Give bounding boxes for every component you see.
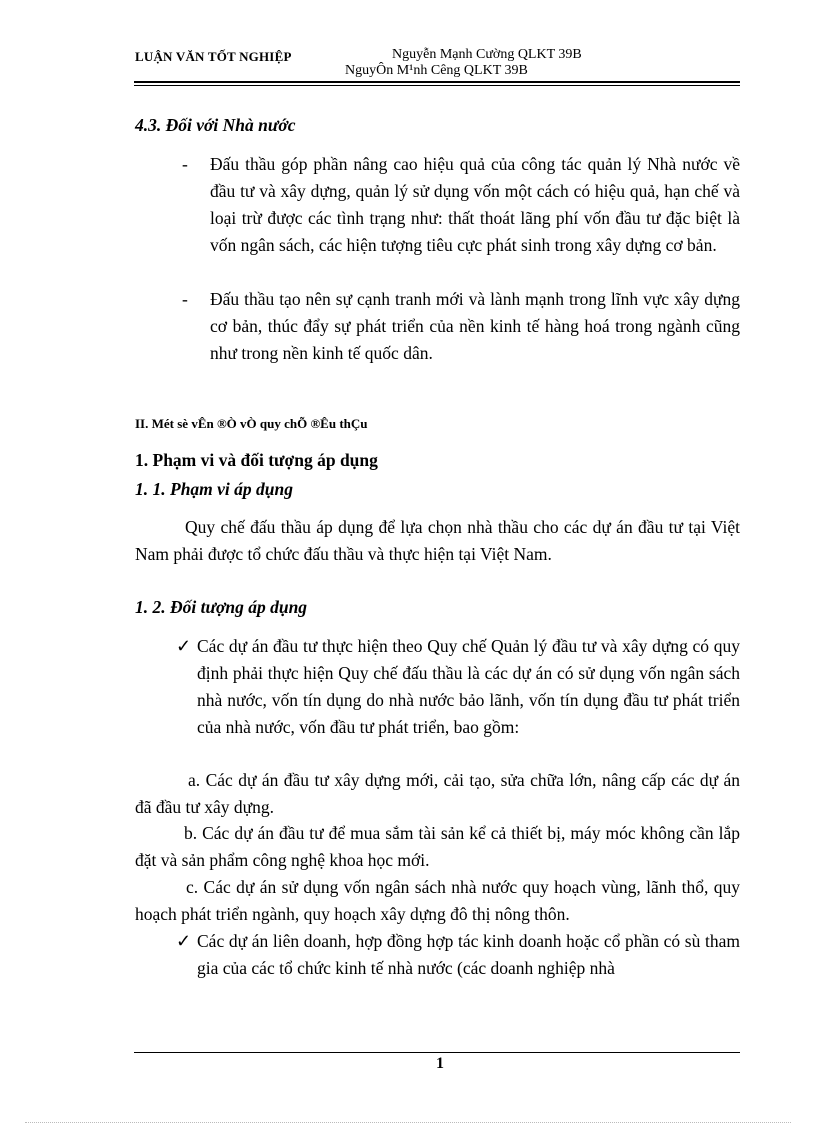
list-item: [182, 151, 740, 259]
header-rule-thin: [134, 85, 740, 86]
section-1-heading: 1. Phạm vi và đối tượng áp dụng: [135, 450, 378, 470]
header-author-garbled: NguyÔn M¹nh Cêng QLKT 39B: [345, 63, 528, 78]
item-b-paragraph: b. Các dự án đầu tư để mua sắm tài sản kể cả thiết bị, máy móc không cần lắp đặt và sản phẩm công nghệ khoa học mới.: [135, 823, 740, 870]
list-item-text: Đấu thầu góp phần nâng cao hiệu quả của công tác quản lý Nhà nước về đầu tư và xây dựng, quản lý sử dụng vốn một cách có hiệu quả, hạn chế và loại trừ được các tình trạng như: thất thoát lãng phí vốn đầu tư đặc biệt là vốn ngân sách, các hiện tượng tiêu cực phát sinh trong xây dựng cơ bản.: [210, 154, 740, 255]
list-item: [176, 633, 740, 741]
scope-paragraph: Quy chế đấu thầu áp dụng để lựa chọn nhà thầu cho các dự án đầu tư tại Việt Nam phải được tổ chức đấu thầu và thực hiện tại Việt Nam.: [135, 517, 740, 564]
footer-rule: [134, 1052, 740, 1053]
section-1-2-heading: 1. 2. Đối tượng áp dụng: [135, 597, 308, 617]
checkmark-icon: ✓: [176, 636, 192, 656]
dash-bullet: -: [182, 289, 188, 309]
list-item-text: Đấu thầu tạo nên sự cạnh tranh mới và lành mạnh trong lĩnh vực xây dựng cơ bản, thúc đẩy sự phát triển của nền kinh tế hàng hoá trong ngành cũng như trong nền kinh tế quốc dân.: [210, 289, 740, 363]
list-item: [182, 286, 740, 367]
section-1-1-heading: 1. 1. Phạm vi áp dụng: [135, 479, 294, 499]
header-thesis-title: LUẬN VĂN TỐT NGHIỆP: [135, 49, 292, 64]
checkmark-icon: ✓: [176, 931, 192, 951]
item-c-paragraph: c. Các dự án sử dụng vốn ngân sách nhà nước quy hoạch vùng, lãnh thổ, quy hoạch phát triển ngành, quy hoạch xây dựng đô thị nông thôn.: [135, 877, 740, 924]
list-item-text: Các dự án liên doanh, hợp đồng hợp tác kinh doanh hoặc cổ phần có sù tham gia của các tổ chức kinh tế nhà nước (các doanh nghiệp nhà: [197, 931, 740, 978]
item-a-paragraph: a. Các dự án đầu tư xây dựng mới, cải tạo, sửa chữa lớn, nâng cấp các dự án đã đầu tư xây dựng.: [135, 770, 740, 817]
dash-bullet: -: [182, 154, 188, 174]
section-4-3-heading: 4.3. Đối với Nhà nước: [135, 115, 296, 135]
header-author: Nguyễn Mạnh Cường QLKT 39B: [392, 47, 582, 62]
list-item: [176, 928, 740, 982]
list-item-text: Các dự án đầu tư thực hiện theo Quy chế Quản lý đầu tư và xây dựng có quy định phải thực hiện Quy chế đấu thầu là các dự án có sử dụng vốn ngân sách nhà nước, vốn tín dụng do nhà nước bảo lãnh, vốn tín dụng đầu tư phát triển của nhà nước, vốn đầu tư phát triển, bao gồm:: [197, 636, 740, 737]
header-rule-thick: [134, 81, 740, 83]
section-II-heading: II. Mét sè vÊn ®Ò vÒ quy chÕ ®Êu thÇu: [135, 416, 368, 431]
page-number: 1: [436, 1055, 444, 1072]
